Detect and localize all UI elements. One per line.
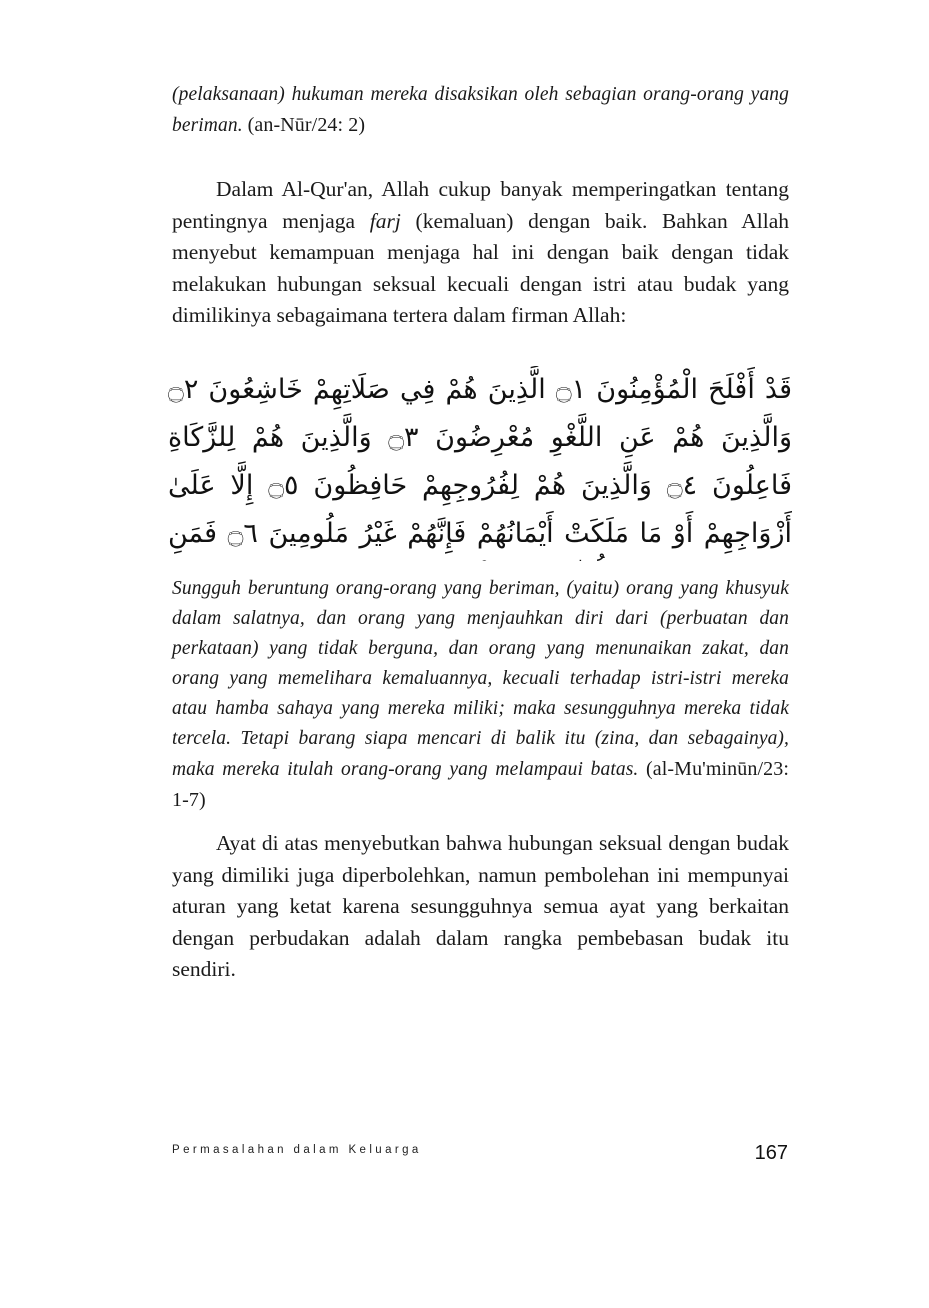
running-footer-title: Permasalahan dalam Keluarga (172, 1144, 422, 1156)
paragraph-2-text: Ayat di atas menyebutkan bahwa hubungan seksual dengan budak yang dimiliki juga diperbolehkan, namun pembolehan ini mempunyai aturan yang ketat karena sesungguhnya semua ayat yang berkaitan dengan perbudakan adalah dalam rangka pembebasan budak itu sendiri. (172, 831, 789, 981)
page-number: 167 (754, 1142, 788, 1164)
paragraph-1-after: (kemaluan) dengan baik. Bahkan Allah menyebut kemampuan menjaga hal ini dengan baik dengan tidak melakukan hubungan seksual kecuali dengan istri atau budak yang dimilikinya sebagaimana tertera dalam firman Allah: (172, 208, 789, 327)
paragraph-2 (172, 828, 789, 986)
translation-ref: (al-Mu'minūn/23: 1-7) (172, 758, 789, 811)
translation-text: Sungguh beruntung orang-orang yang beriman, (yaitu) orang yang khusyuk dalam salatnya, dan orang yang menjauhkan diri dari (perbuatan dan perkataan) yang tidak berguna, dan orang yang menunaikan zakat, dan orang yang memelihara kemaluannya, kecuali terhadap istri-istri mereka atau hamba sahaya yang mereka miliki; maka sesungguhnya mereka tidak tercela. Tetapi barang siapa mencari di balik itu (zina, dan sebagainya), maka mereka itulah orang-orang yang melampaui batas. (172, 578, 789, 780)
paragraph-1-before: Dalam Al-Qur'an, Allah cukup banyak memperingatkan tentang pentingnya menjaga (172, 177, 789, 233)
translation (172, 574, 789, 816)
paragraph-1-term: farj (369, 208, 401, 233)
arabic-verse-text: قَدْ أَفْلَحَ الْمُؤْمِنُونَ ۝١ الَّذِينَ هُمْ فِي صَلَاتِهِمْ خَاشِعُونَ ۝٢ وَالَّذِينَ هُمْ عَنِ اللَّغْوِ مُعْرِضُونَ ۝٣ وَالَّذِينَ هُمْ لِلزَّكَاةِ فَاعِلُونَ ۝٤ وَالَّذِينَ هُمْ لِفُرُوجِهِمْ حَافِظُونَ ۝٥ إِلَّا عَلَىٰ أَزْوَاجِهِمْ أَوْ مَا مَلَكَتْ أَيْمَانُهُمْ فَإِنَّهُمْ غَيْرُ مَلُومِينَ ۝٦ فَمَنِ (168, 374, 792, 549)
quote-top-text: (pelaksanaan) hukuman mereka disaksikan oleh sebagian orang-orang yang beriman. (172, 84, 789, 136)
quote-top (172, 80, 789, 141)
quote-top-ref: (an-Nūr/24: 2) (247, 114, 366, 136)
paragraph-1 (172, 174, 789, 332)
arabic-verse (168, 366, 792, 561)
